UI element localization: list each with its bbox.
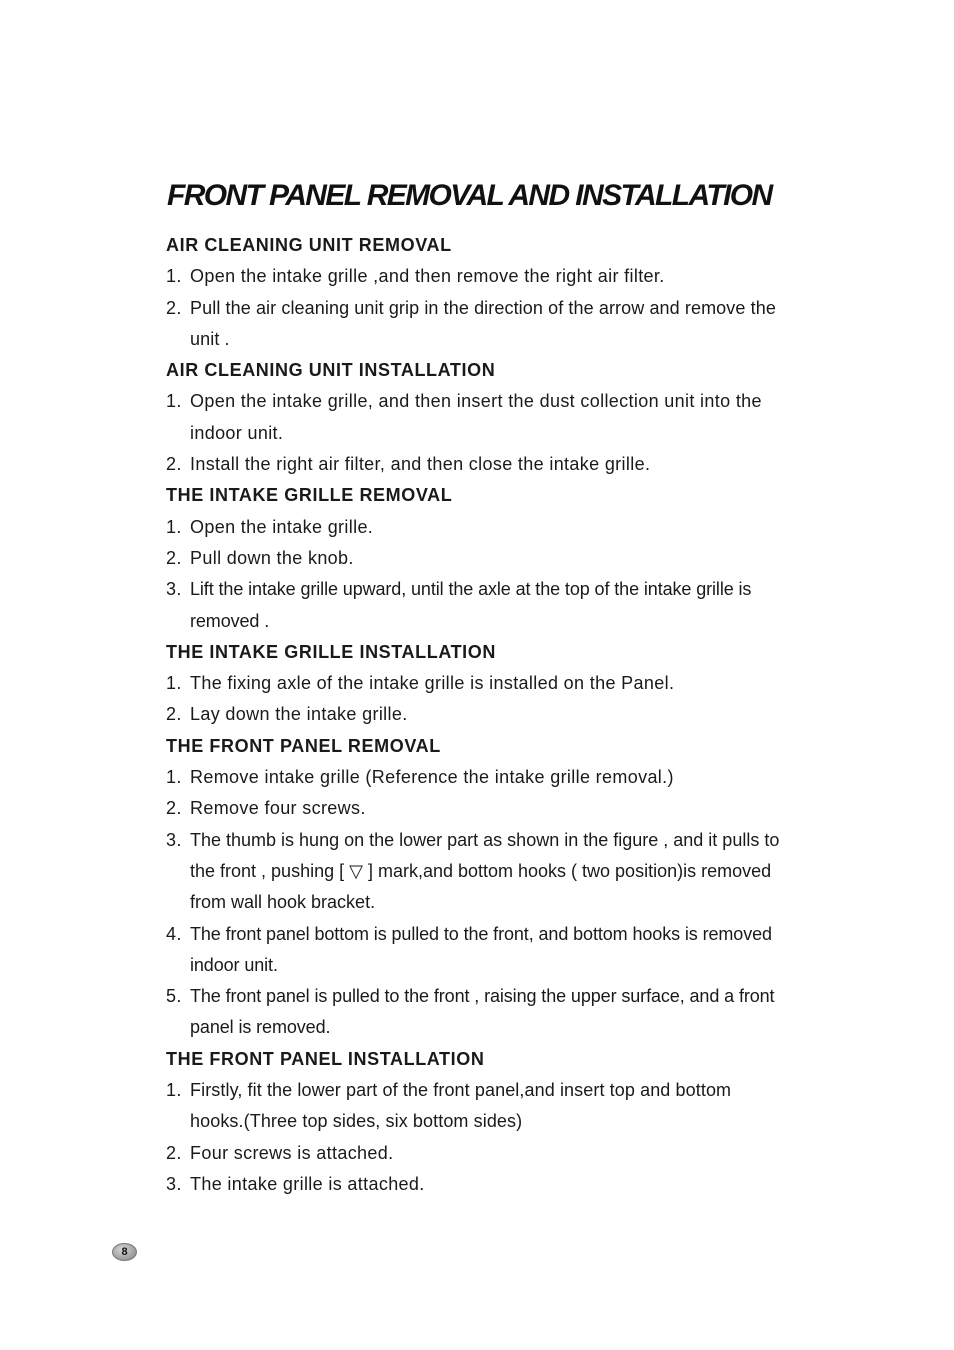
step-item	[166, 1138, 786, 1169]
step-text: Firstly, fit the lower part of the front panel,and insert top and bottom hooks.(Three top sides, six bottom sides)	[190, 1080, 732, 1132]
section-heading: THE FRONT PANEL INSTALLATION	[166, 1048, 485, 1069]
step-number: 4.	[166, 923, 182, 944]
step-item	[166, 449, 786, 480]
step-number: 1.	[166, 767, 182, 788]
step-item	[166, 1169, 786, 1200]
step-number: 1.	[166, 391, 182, 412]
step-text: Pull down the knob.	[190, 547, 354, 568]
step-number: 2.	[166, 547, 182, 568]
section-heading: THE INTAKE GRILLE REMOVAL	[166, 485, 453, 506]
step-text: Remove intake grille (Reference the intake grille removal.)	[190, 767, 674, 788]
step-item	[166, 793, 786, 824]
section-air-cleaning-unit-removal	[166, 230, 786, 355]
step-number: 2.	[166, 704, 182, 725]
step-item	[166, 919, 786, 982]
section-front-panel-removal	[166, 731, 786, 1044]
step-text: The front panel bottom is pulled to the front, and bottom hooks is removed indoor unit.	[190, 923, 772, 975]
step-item	[166, 1075, 786, 1138]
section-heading: AIR CLEANING UNIT INSTALLATION	[166, 360, 496, 381]
section-air-cleaning-unit-installation	[166, 355, 786, 480]
step-number: 2.	[166, 1142, 182, 1163]
page-number-badge: 8	[112, 1243, 137, 1261]
step-number: 3.	[166, 829, 182, 850]
step-text: Four screws is attached.	[190, 1142, 394, 1163]
step-text: The fixing axle of the intake grille is installed on the Panel.	[190, 673, 675, 694]
step-item	[166, 543, 786, 574]
step-text: Open the intake grille ,and then remove the right air filter.	[190, 266, 665, 287]
step-number: 1.	[166, 673, 182, 694]
step-number: 1.	[166, 1080, 182, 1101]
section-intake-grille-removal	[166, 480, 786, 636]
step-text: The front panel is pulled to the front , raising the upper surface, and a front panel is removed.	[190, 986, 775, 1038]
step-text: Install the right air filter, and then close the intake grille.	[190, 454, 651, 475]
step-item	[166, 261, 786, 292]
step-number: 3.	[166, 1173, 182, 1194]
step-item	[166, 825, 786, 919]
step-number: 2.	[166, 297, 182, 318]
step-text: Lift the intake grille upward, until the axle at the top of the intake grille is removed .	[190, 579, 752, 631]
step-number: 2.	[166, 454, 182, 475]
step-text: The intake grille is attached.	[190, 1173, 425, 1194]
step-number: 1.	[166, 516, 182, 537]
step-text: The thumb is hung on the lower part as shown in the figure , and it pulls to the front , pushing [ ▽ ] mark,and bottom hooks ( two position)is removed from wall hook bracket.	[190, 829, 780, 913]
instructions-body	[166, 230, 786, 1200]
step-number: 1.	[166, 266, 182, 287]
step-item	[166, 512, 786, 543]
step-number: 5.	[166, 986, 182, 1007]
page-title: FRONT PANEL REMOVAL AND INSTALLATION	[167, 179, 772, 212]
step-item	[166, 668, 786, 699]
step-text: Open the intake grille.	[190, 516, 374, 537]
section-front-panel-installation	[166, 1044, 786, 1200]
step-text: Pull the air cleaning unit grip in the direction of the arrow and remove the unit .	[190, 297, 776, 349]
section-heading: THE FRONT PANEL REMOVAL	[166, 735, 441, 756]
step-item	[166, 574, 786, 637]
step-text: Remove four screws.	[190, 798, 366, 819]
step-number: 2.	[166, 798, 182, 819]
step-item	[166, 981, 786, 1044]
step-item	[166, 386, 786, 449]
step-text: Lay down the intake grille.	[190, 704, 408, 725]
step-text: Open the intake grille, and then insert the dust collection unit into the indoor unit.	[190, 391, 762, 443]
step-number: 3.	[166, 579, 182, 600]
section-heading: AIR CLEANING UNIT REMOVAL	[166, 235, 452, 255]
step-item	[166, 699, 786, 730]
step-item	[166, 762, 786, 793]
section-intake-grille-installation	[166, 637, 786, 731]
step-item	[166, 293, 786, 356]
section-heading: THE INTAKE GRILLE INSTALLATION	[166, 641, 496, 662]
